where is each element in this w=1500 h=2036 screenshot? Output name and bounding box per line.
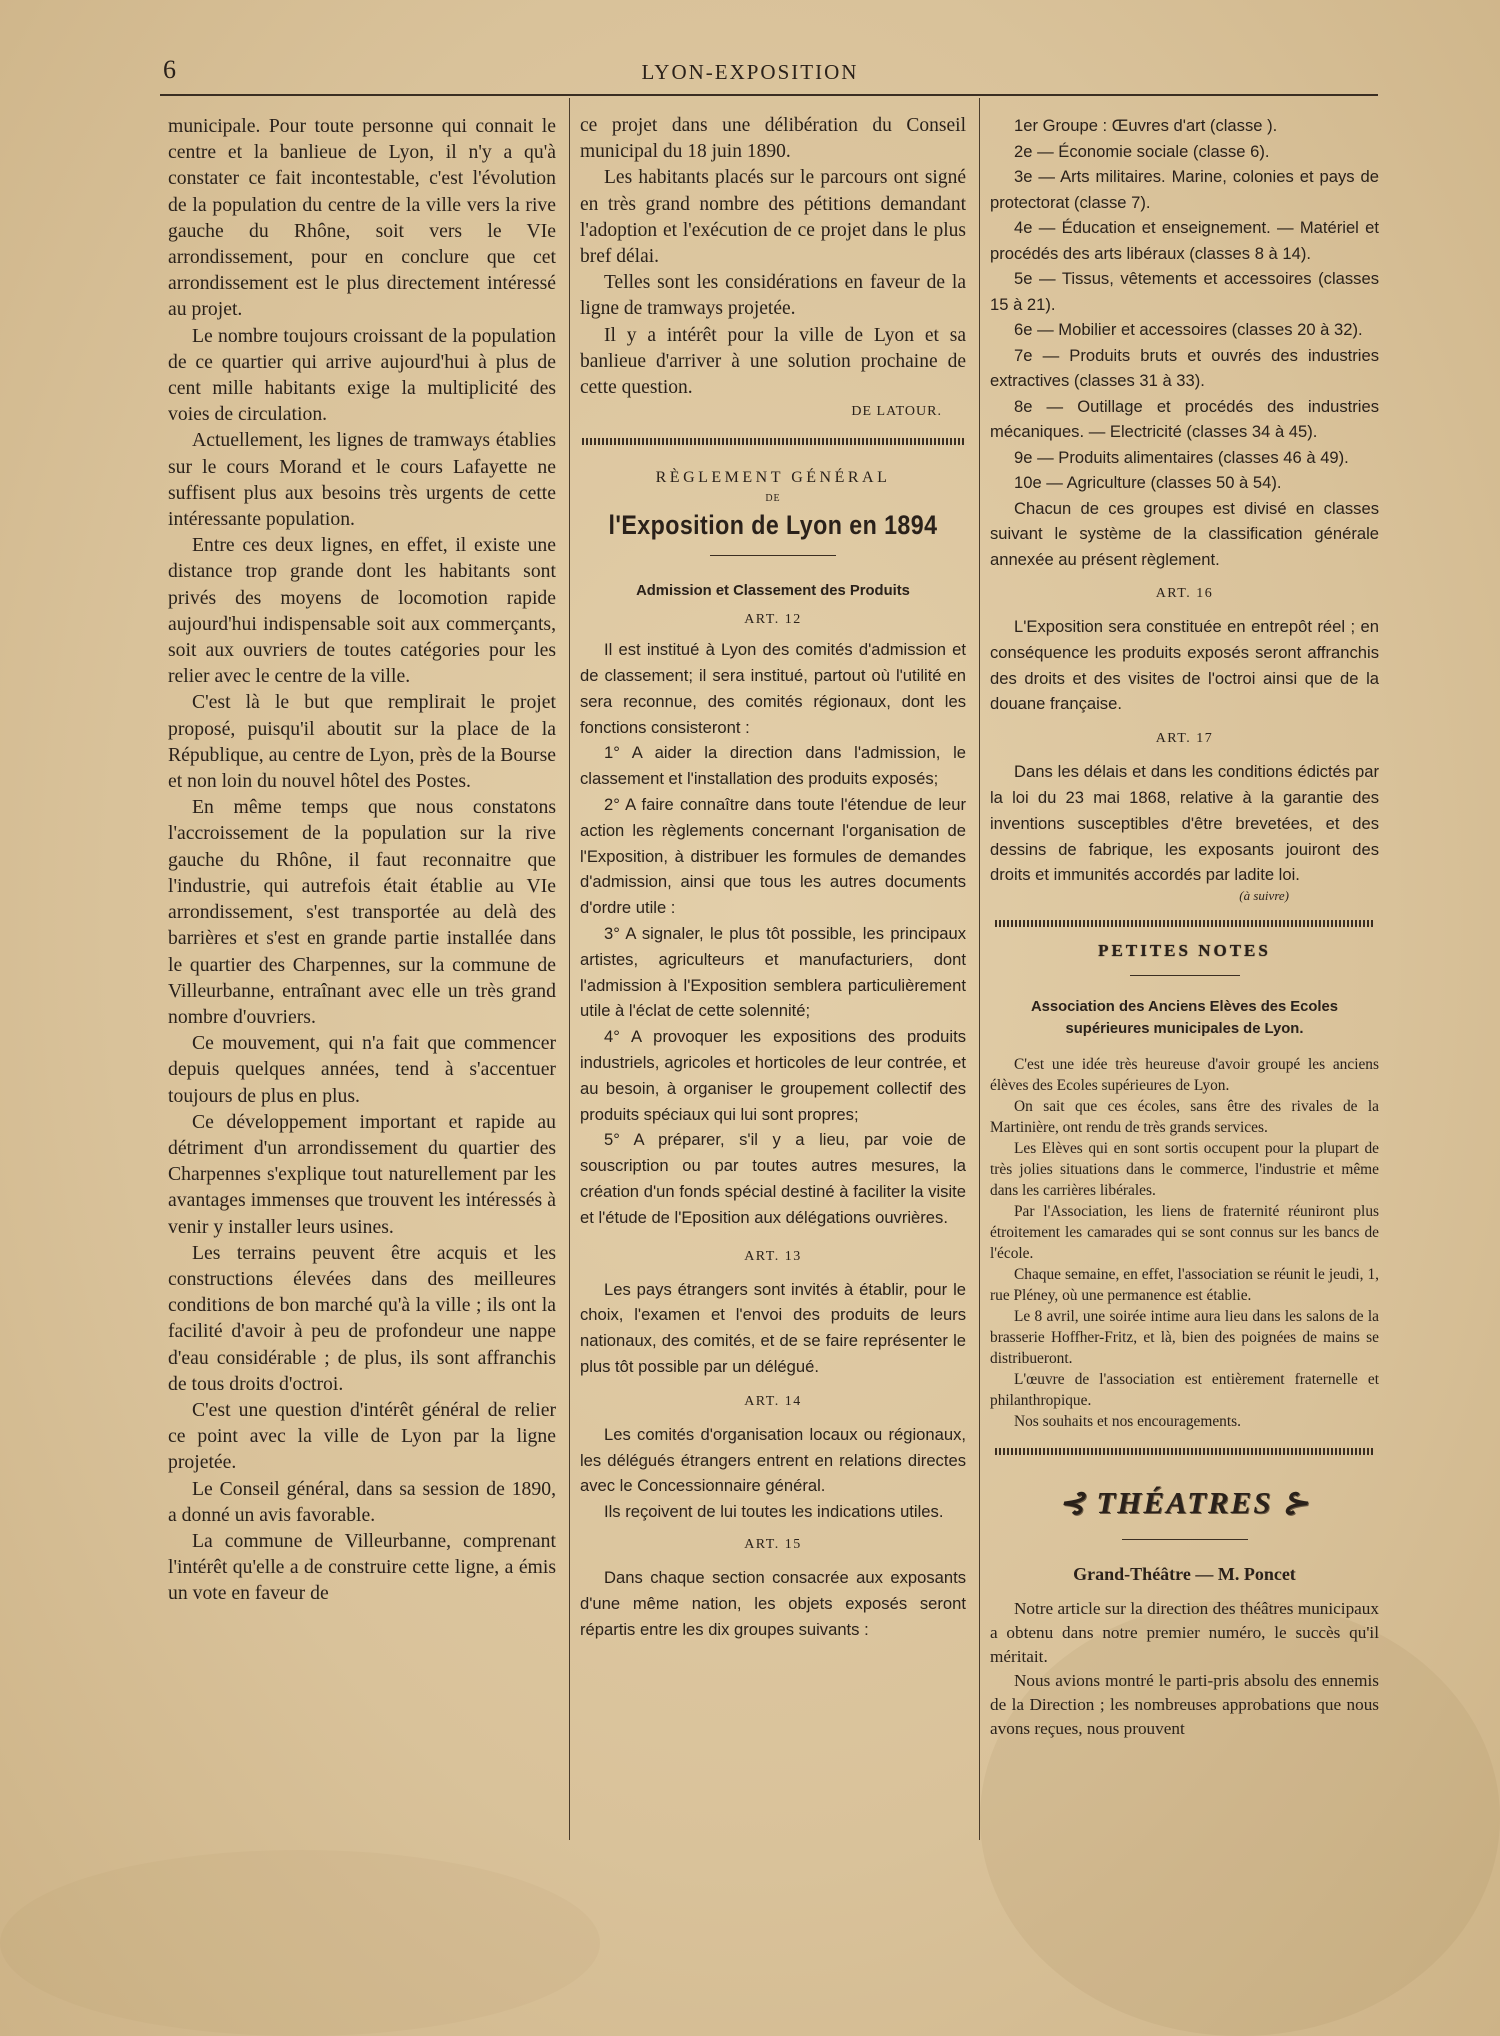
section-heading: Admission et Classement des Produits [636,583,910,600]
page-number: 6 [163,55,176,84]
association-paragraph: Par l'Association, les liens de fraternité réuniront plus étroitement les camarades qui se sont connus sur les bancs de l'école. [990,1203,1379,1263]
art-14-label: ART. 14 [744,1393,802,1409]
signature: DE LATOUR. [851,404,942,420]
col2-intro-paragraph: Il y a intérêt pour la ville de Lyon et sa banlieue d'arriver à une solution prochaine de cette question. [580,324,966,399]
col2-intro-paragraph: Les habitants placés sur le parcours ont signé en très grand nombre des pétitions demandant l'adoption et l'exécution de ce projet dans le plus bref délai. [580,167,966,268]
art-12-item: 4° A provoquer les expositions des produits industriels, agricoles et horticoles de leur contrée, et au besoin, à organiser le groupement collectif des produits spéciaux qui lui sont propres; [580,1027,966,1124]
column-divider-2 [979,98,980,1840]
group-item: 7e — Produits bruts et ouvrés des industries extractives (classes 31 à 33). [990,345,1379,390]
title-rule [710,555,836,556]
col1-paragraph: Ce mouvement, qui n'a fait que commencer depuis quelques années, tend à s'accentuer toujours de plus en plus. [168,1032,556,1107]
col1-paragraph: Ce développement important et rapide au détriment d'un arrondissement du quartier des Charpennes s'explique tout naturellement par les avantages immenses que trouvent les intéressés à venir y installer leurs usines. [168,1110,556,1238]
col1-paragraph: La commune de Villeurbanne, comprenant l'intérêt qu'elle a de construire cette ligne, a émis un vote en faveur de [168,1529,556,1605]
art-12-intro: Il est institué à Lyon des comités d'admission et de classement; il sera institué, partout où l'utilité en sera reconnue, des comités régionaux, dont les fonctions consisteront : [580,640,966,737]
association-paragraph: Nos souhaits et nos encouragements. [1014,1413,1241,1431]
art-17-label: ART. 17 [1155,731,1214,747]
col1-paragraph: Le Conseil général, dans sa session de 1890, a donné un avis favorable. [168,1477,556,1526]
association-paragraph: C'est une idée très heureuse d'avoir groupé les anciens élèves des Ecoles supérieures de Lyon. [990,1056,1379,1095]
running-title: LYON-EXPOSITION [641,60,859,84]
art-14-text: Les comités d'organisation locaux ou régionaux, les délégués étrangers entrent en relations directes avec le Concessionnaire général. [580,1424,966,1496]
ornament-left: ⊰ [1058,1485,1087,1521]
column-1 [168,113,556,1607]
association-paragraph: Les Elèves qui en sont sortis occupent pour la plupart de très jolies situations dans le commerce, l'industrie et même dans les carrières libérales. [990,1140,1379,1200]
col1-paragraph: C'est là le but que remplirait le projet proposé, puisqu'il aboutit sur la place de la République, au centre de Lyon, près de la Bourse et non loin du nouvel hôtel des Postes. [168,691,556,793]
association-paragraph: L'œuvre de l'association est entièrement fraternelle et philanthropique. [990,1371,1379,1410]
art-16-text: L'Exposition sera constituée en entrepôt réel ; en conséquence les produits exposés seront affranchis des droits et des visites de l'octroi ainsi que de la douane française. [990,617,1379,714]
theatre-paragraph: Notre article sur la direction des théâtres municipaux a obtenu dans notre premier numéro, le succès qu'il méritait. [990,1599,1379,1667]
art-12-item: 1° A aider la direction dans l'admission, le classement et l'installation des produits exposés; [580,743,966,789]
col1-paragraph: Le nombre toujours croissant de la population de ce quartier qui arrive aujourd'hui à plus de cent mille habitants exige la multiplicité des voies de circulation. [168,324,556,426]
art-15-text: Dans chaque section consacrée aux exposants d'une même nation, les objets exposés seront répartis entre les dix groupes suivants : [580,1567,966,1639]
petites-notes-title: PETITES NOTES [1098,941,1271,961]
group-item: 4e — Éducation et enseignement. — Matériel et procédés des arts libéraux (classes 8 à 14). [990,218,1379,263]
col1-paragraph: Actuellement, les lignes de tramways établies sur le cours Morand et le cours Lafayette ne suffisent plus aux besoins très urgents de cette intéressante population. [168,429,556,531]
group-item: 3e — Arts militaires. Marine, colonies et pays de protectorat (classe 7). [990,167,1379,212]
art-13-label: ART. 13 [744,1248,802,1264]
art-15-label: ART. 15 [744,1536,802,1552]
group-item: 1er Groupe : Œuvres d'art (classe ). [1014,116,1278,135]
association-paragraph: Le 8 avril, une soirée intime aura lieu dans les salons de la brasserie Hoffher-Fritz, et là, bien des poignées de mains se distribueront. [990,1308,1379,1368]
col1-paragraph: Entre ces deux lignes, en effet, il existe une distance trop grande dont les habitants sont privés des moyens de locomotion rapide aujourd'hui indispensable soit aux commerçants, soit aux ouvriers de toutes catégories pour les relier avec le centre de la ville. [168,534,556,688]
reglement-de: DE [765,493,781,505]
reglement-title: RÈGLEMENT GÉNÉRAL [655,469,891,487]
art-12-item: 2° A faire connaître dans toute l'étendue de leur action les règlements concernant l'organisation de l'Exposition, à distribuer les formules de demandes d'admission, ainsi que tous les autres documents d'ordre utile : [580,795,966,918]
art-12-label: ART. 12 [744,612,802,628]
group-item: 9e — Produits alimentaires (classes 46 à 49). [1014,447,1349,467]
exposition-title: l'Exposition de Lyon en 1894 [608,510,938,541]
grand-theatre-heading: Grand-Théâtre — M. Poncet [1073,1564,1296,1585]
art-12-item: 3° A signaler, le plus tôt possible, les principaux artistes, agriculteurs et manufacturiers, dont l'admission à l'Exposition semblera particulièrement utile à l'éclat de cette solennité; [580,924,966,1021]
group-item: 10e — Agriculture (classes 50 à 54). [1014,473,1282,492]
theatres-rule [1122,1539,1248,1540]
a-suivre: (à suivre) [1239,888,1289,904]
col1-paragraph: En même temps que nous constatons l'accroissement de la population sur la rive gauche du Rhône, il faut reconnaitre que l'industrie, qui autrefois était établie au VIe arrondissement, s'est transportée au delà des barrières et s'est en grande partie installée dans le quartier des Charpennes, sur la commune de Villeurbanne, entraînant avec elle un très grand nombre d'ouvriers. [168,796,556,1028]
art-14-text: Ils reçoivent de lui toutes les indications utiles. [604,1502,944,1522]
association-paragraph: Chaque semaine, en effet, l'association se réunit le jeudi, 1, rue Pléney, où une permanence est établie. [990,1266,1379,1305]
association-paragraph: On sait que ces écoles, sans être des rivales de la Martinière, ont rendu de très grands services. [990,1098,1379,1137]
column-3 [990,113,1379,1741]
ornament-right: ⊱ [1282,1485,1311,1521]
notes-rule [1130,975,1240,976]
art-16-label: ART. 16 [1155,586,1214,601]
theatre-paragraph: Nous avions montré le parti-pris absolu des ennemis de la Direction ; les nombreuses approbations que nous avons reçues, nous prouvent [990,1671,1379,1739]
group-item: 5e — Tissus, vêtements et accessoires (classes 15 à 21). [990,269,1379,314]
group-item: 6e — Mobilier et accessoires (classes 20 à 32). [1014,320,1363,339]
col2-intro-paragraph: ce projet dans une délibération du Conseil municipal du 18 juin 1890. [580,115,966,163]
column-2 [580,113,966,1642]
theatres-title-row [990,1485,1379,1521]
section-separator [582,438,964,445]
column-divider-1 [569,98,570,1840]
theatres-title: THÉATRES [1096,1485,1273,1521]
col1-paragraph: C'est une question d'intérêt général de relier ce point avec la ville de Lyon par la ligne projetée. [168,1398,556,1474]
art-17-text: Dans les délais et dans les conditions édictés par la loi du 23 mai 1868, relative à la garantie des inventions susceptibles d'être brevetées, et des dessins de fabrique, les exposants jouiront des droits et immunités accordés par ladite loi. [990,762,1379,885]
col1-paragraph: municipale. Pour toute personne qui connait le centre et la banlieue de Lyon, il n'y a qu'à constater ce fait incontestable, c'est l'évolution de la population du centre de la ville vers la rive gauche du Rhône, soit vers le VIe arrondissement, pour en conclure que cet arrondissement est le plus directement intéressé au projet. [168,115,556,321]
group-item: 2e — Économie sociale (classe 6). [1014,141,1270,161]
section-separator [995,1448,1375,1455]
col2-intro-paragraph: Telles sont les considérations en faveur de la ligne de tramways projetée. [580,272,966,320]
header-rule [160,94,1378,96]
col1-paragraph: Les terrains peuvent être acquis et les constructions élevées dans des meilleures conditions de bon marché qu'à la ville ; ils ont la facilité d'avoir à peu de profondeur une nappe d'eau considérable ; de plus, ils sont affranchis de tous droits d'octroi. [168,1241,556,1395]
groups-note: Chacun de ces groupes est divisé en classes suivant le système de la classification générale annexée au présent règlement. [990,498,1379,569]
association-heading: Association des Anciens Elèves des Ecoles supérieures municipales de Lyon. [1030,999,1339,1038]
group-item: 8e — Outillage et procédés des industries mécaniques. — Electricité (classes 34 à 45). [990,396,1379,441]
art-12-item: 5° A préparer, s'il y a lieu, par voie de souscription ou par toutes autres mesures, la création d'un fonds spécial destiné à faciliter la visite et l'étude de l'Eposition aux délégations ouvrières. [580,1130,966,1227]
section-separator [995,920,1375,927]
art-13-text: Les pays étrangers sont invités à établir, pour le choix, l'examen et l'envoi des produits de leurs nationaux, des comités, et de se faire représenter le plus tôt possible par un délégué. [580,1279,966,1376]
